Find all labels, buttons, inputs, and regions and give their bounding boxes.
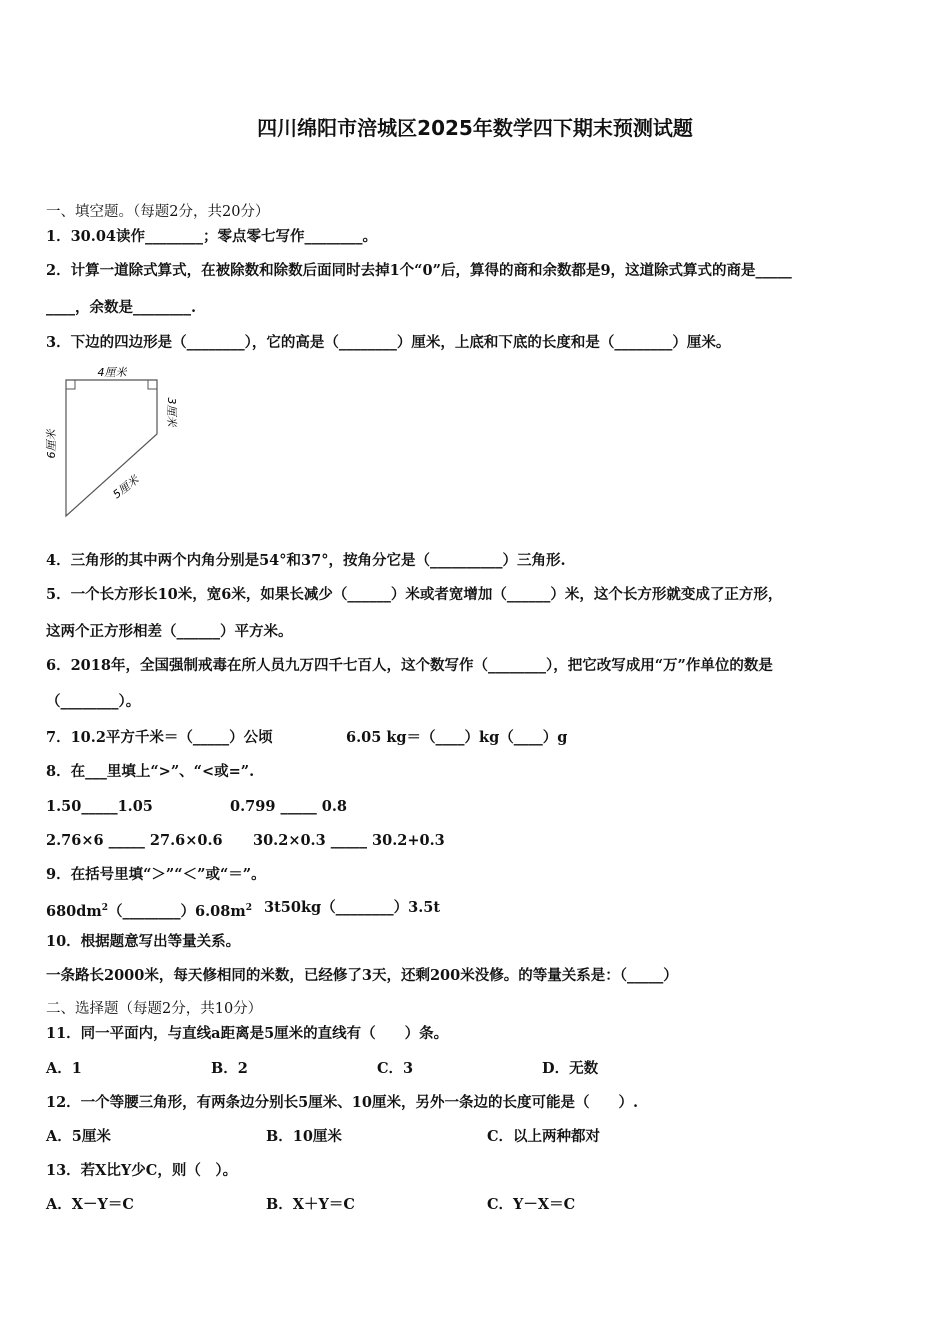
- question-8: 8．在___里填上“>”、“<或=”.: [46, 763, 255, 780]
- question-13: 13．若X比Y少C，则（ ）。: [46, 1162, 238, 1179]
- page-title: 四川绵阳市涪城区2025年数学四下期末预测试题: [257, 116, 693, 140]
- question-9: 9．在括号里填“＞”“＜”或“＝”。: [46, 866, 266, 883]
- question-3: 3．下边的四边形是（________），它的高是（________）厘米，上底和下底的长度和是（________）厘米。: [46, 334, 731, 351]
- question-6-line-2: （________）。: [46, 693, 141, 710]
- question-1: 1．30.04读作________；零点零七写作________。: [46, 228, 377, 245]
- question-11-option-c: C．3: [377, 1060, 414, 1077]
- top-side-label: 4厘米: [97, 366, 127, 379]
- question-9-part-b: 3t50kg（________）3.5t: [264, 899, 441, 916]
- quadrilateral-figure: [40, 362, 190, 527]
- right-angle-mark-right: [148, 380, 157, 389]
- right-side-label: 3厘米: [165, 397, 178, 427]
- question-8-row-1-b: 0.799 _____ 0.8: [230, 798, 347, 815]
- question-13-option-a: A．X－Y＝C: [46, 1196, 134, 1213]
- question-12-option-c: C．以上两种都对: [487, 1128, 601, 1145]
- section-2-heading: 二、选择题（每题2分，共10分）: [46, 1001, 263, 1017]
- question-2-line-1: 2．计算一道除式算式，在被除数和除数后面同时去掉1个“0”后，算得的商和余数都是9，这道除式算式的商是_____: [46, 262, 792, 279]
- question-11-option-a: A．1: [46, 1060, 82, 1077]
- trapezoid-shape: [66, 380, 157, 516]
- question-2-line-2: ____，余数是________.: [46, 299, 197, 316]
- section-1-heading: 一、填空题。（每题2分，共20分）: [46, 204, 270, 220]
- question-5-line-2: 这两个正方形相差（______）平方米。: [46, 623, 293, 640]
- question-9-part-a: $680dm^2(\_\_\_\_\_\_\_\_)6.08m^2$: [46, 902, 252, 920]
- question-7-part-a: 7．10.2平方千米＝（_____）公顷: [46, 729, 273, 746]
- question-8-row-2-a: 2.76×6 _____ 27.6×0.6: [46, 832, 223, 849]
- question-8-row-1-a: 1.50_____1.05: [46, 798, 153, 815]
- question-12-option-b: B．10厘米: [266, 1128, 342, 1145]
- question-11-option-d: D．无数: [542, 1060, 599, 1077]
- slant-side-label: 5厘米: [110, 473, 142, 502]
- right-angle-mark-left: [66, 380, 75, 389]
- question-6-line-1: 6．2018年，全国强制戒毒在所人员九万四千七百人，这个数写作（________），把它改写成用“万”作单位的数是: [46, 657, 773, 674]
- question-8-row-2-b: 30.2×0.3 _____ 30.2+0.3: [253, 832, 445, 849]
- question-11-option-b: B．2: [211, 1060, 248, 1077]
- question-11: 11．同一平面内，与直线a距离是5厘米的直线有（ ）条。: [46, 1025, 449, 1042]
- question-10-text: 一条路长2000米，每天修相同的米数，已经修了3天，还剩200米没修。的等量关系是：（_____）: [46, 967, 678, 984]
- question-10: 10．根据题意写出等量关系。: [46, 933, 241, 950]
- question-12: 12．一个等腰三角形，有两条边分别长5厘米、10厘米，另外一条边的长度可能是（ ）.: [46, 1094, 638, 1111]
- question-7-part-b: 6.05 kg＝（____）kg（____）g: [346, 729, 568, 746]
- question-5-line-1: 5．一个长方形长10米，宽6米，如果长减少（______）米或者宽增加（______）米，这个长方形就变成了正方形，: [46, 586, 783, 603]
- question-12-option-a: A．5厘米: [46, 1128, 111, 1145]
- left-side-label: 6厘米: [45, 429, 58, 459]
- question-13-option-b: B．X＋Y＝C: [266, 1196, 355, 1213]
- question-13-option-c: C．Y－X＝C: [487, 1196, 576, 1213]
- question-4: 4．三角形的其中两个内角分别是54°和37°，按角分它是（__________）三角形.: [46, 552, 566, 569]
